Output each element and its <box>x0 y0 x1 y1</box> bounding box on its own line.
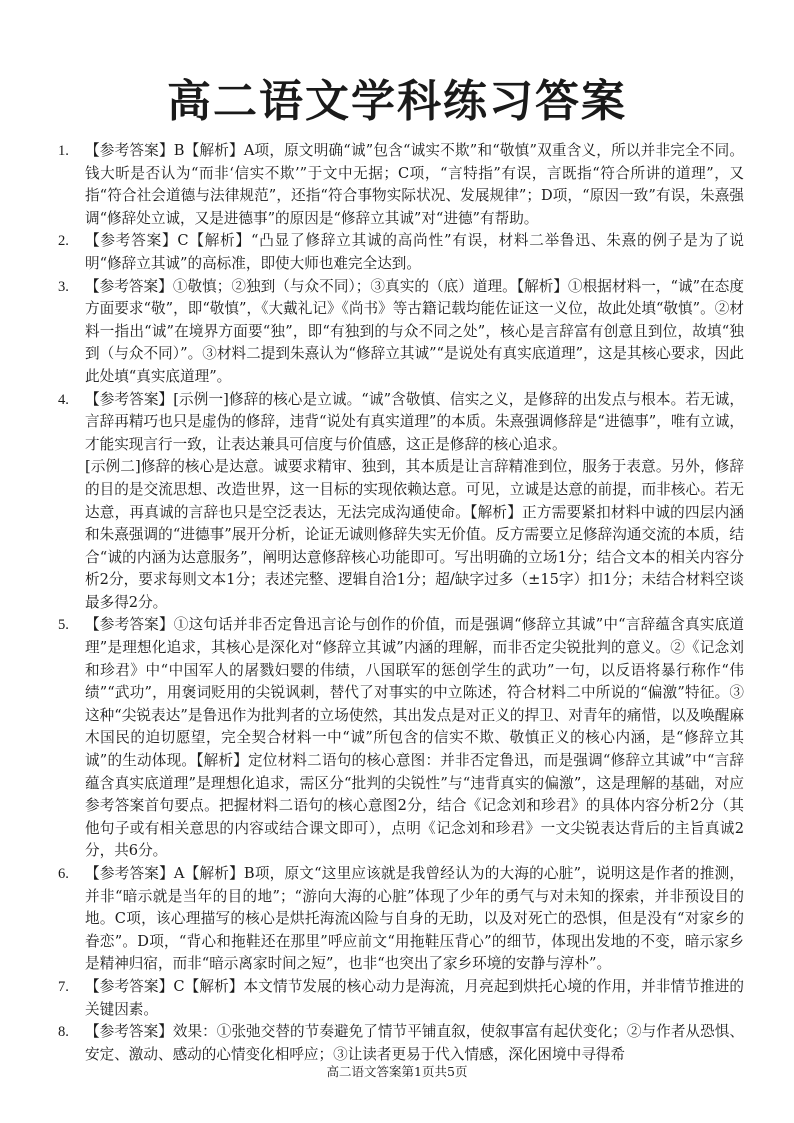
answer-text: 【参考答案】效果：①张弛交替的节奏避免了情节平铺直叙，使叙事富有起伏变化；②与作者从恐惧、安定、激动、感动的心情变化相呼应；③让读者更易于代入情感，深化困境中寻得希 <box>85 1023 744 1063</box>
page-title: 高二语文学科练习答案 <box>167 76 627 127</box>
answer-number: 7. <box>58 978 69 995</box>
answer-text: 【参考答案】A【解析】B项，原文“这里应该就是我曾经认为的大海的心脏”，说明这是作者的推测，并非“暗示就是当年的目的地”；“游向大海的心脏”体现了少年的勇气与对未知的探索，并非预设目的地。C项，该心理描写的核心是烘托海流凶险与自身的无助，以及对死亡的恐惧，但是没有“对家乡的眷恋”。D项，“背心和拖鞋还在那里”呼应前文“用拖鞋压背心”的细节，体现出发地的不变，暗示家乡是精神归宿，而非“暗示离家时间之短”，也非“也突出了家乡环境的安静与淳朴”。 <box>85 865 744 973</box>
answer-text: 【参考答案】[示例一]修辞的核心是立诚。“诚”含敬慎、信实之义，是修辞的出发点与根本。若无诚，言辞再精巧也只是虚伪的修辞，违背“说处有真实道理”的本质。朱熹强调修辞是“进德事”，唯有立诚，才能实现言行一致，让表达兼具可信度与价值感，这正是修辞的核心追求。 <box>85 390 744 453</box>
answer-text: [示例二]修辞的核心是达意。诚要求精审、独到，其本质是让言辞精准到位，服务于表意。另外，修辞的目的是交流思想、改造世界，这一目标的实现依赖达意。可见，立诚是达意的前提，而非核心。若无达意，再真诚的言辞也只是空泛表达，无法完成沟通使命。【解析】正方需要紧扣材料中诚的四层内涵和朱熹强调的“进德事”展开分析，论证无诚则修辞失实无价值。反方需要立足修辞沟通交流的本质，结合“诚的内涵为达意服务”，阐明达意修辞核心功能即可。写出明确的立场1分；结合文本的相关内容分析2分，要求每则文本1分；表述完整、逻辑自洽1分；超/缺字过多（±15字）扣1分；未结合材料空谈最多得2分。 <box>85 458 744 611</box>
answer-number: 3. <box>58 278 69 295</box>
answer-item <box>58 863 744 976</box>
answer-number: 5. <box>58 617 69 634</box>
answer-text: 【参考答案】①这句话并非否定鲁迅言论与创作的价值，而是强调“修辞立其诚”中“言辞蕴含真实底道理”是理想化追求，其核心是深化对“修辞立其诚”内涵的理解，而非否定尖锐批判的意义。②《记念刘和珍君》中“中国军人的屠戮妇婴的伟绩，八国联军的惩创学生的武功”一句，以反语将暴行称作“伟绩”“武功”，用褒词贬用的尖锐讽刺，替代了对事实的中立陈述，符合材料二中所说的“偏激”特征。③这种“尖锐表达”是鲁迅作为批判者的立场使然，其出发点是对正义的捍卫、对青年的痛惜，以及唤醒麻木国民的迫切愿望，完全契合材料一中“诚”所包含的信实不欺、敬慎正义的核心内涵，是“修辞立其诚”的生动体现。【解析】定位材料二语句的核心意图：并非否定鲁迅，而是强调“修辞立其诚”中“言辞蕴含真实底道理”是理想化追求，需区分“批判的尖锐性”与“违背真实的偏激”，这是理解的基础，对应参考答案首句要点。把握材料二语句的核心意图2分，结合《记念刘和珍君》的具体内容分析2分（其他句子或有相关意思的内容或结合课文即可），点明《记念刘和珍君》一文尖锐表达背后的主旨真诚2分，共6分。 <box>85 616 744 860</box>
answer-item <box>58 230 744 275</box>
answer-text: 【参考答案】C【解析】本文情节发展的核心动力是海流，月亮起到烘托心境的作用，并非情节推进的关键因素。 <box>85 977 744 1018</box>
answer-item <box>58 140 744 230</box>
answer-item <box>58 389 744 615</box>
answer-text: 【参考答案】B【解析】A项，原文明确“诚”包含“诚实不欺”和“敬慎”双重含义，所以并非完全不同。钱大昕是否认为“而非‘信实不欺’”于文中无据；C项，“言特指”有误，言既指“符合所讲的道理”，又指“符合社会道德与法律规范”，还指“符合事物实际状况、发展规律”；D项，“原因一致”有误，朱熹强调“修辞处立诚，又是进德事”的原因是“修辞立其诚”对“进德”有帮助。 <box>85 142 744 227</box>
answer-item <box>58 976 744 1021</box>
answer-number: 6. <box>58 866 69 882</box>
answer-list <box>58 140 744 1066</box>
answer-number: 8. <box>58 1024 69 1041</box>
answer-item <box>58 614 744 863</box>
answer-item <box>58 1021 744 1066</box>
answer-number: 1. <box>58 143 69 159</box>
answer-item <box>58 276 744 389</box>
answer-text: 【参考答案】C【解析】“凸显了修辞立其诚的高尚性”有误，材料二举鲁迅、朱熹的例子是为了说明“修辞立其诚”的高标准，即使大师也难完全达到。 <box>85 232 744 272</box>
answer-text: 【参考答案】①敬慎；②独到（与众不同）；③真实的（底）道理。【解析】①根据材料一，“诚”在态度方面要求“敬”，即“敬慎”，《大戴礼记》《尚书》等古籍记载均能佐证这一义位，故此处填“敬慎”。②材料一指出“诚”在境界方面要“独”，即“有独到的与众不同之处”，核心是言辞富有创意且到位，故填“独到（与众不同）”。③材料二提到朱熹认为“修辞立其诚”“是说处有真实底道理”，这是其核心要求，因此此处填“真实底道理”。 <box>85 277 744 385</box>
answer-number: 4. <box>58 391 69 408</box>
answer-number: 2. <box>58 233 69 250</box>
page-footer: 高二语文答案第1页共5页 <box>326 1064 468 1079</box>
